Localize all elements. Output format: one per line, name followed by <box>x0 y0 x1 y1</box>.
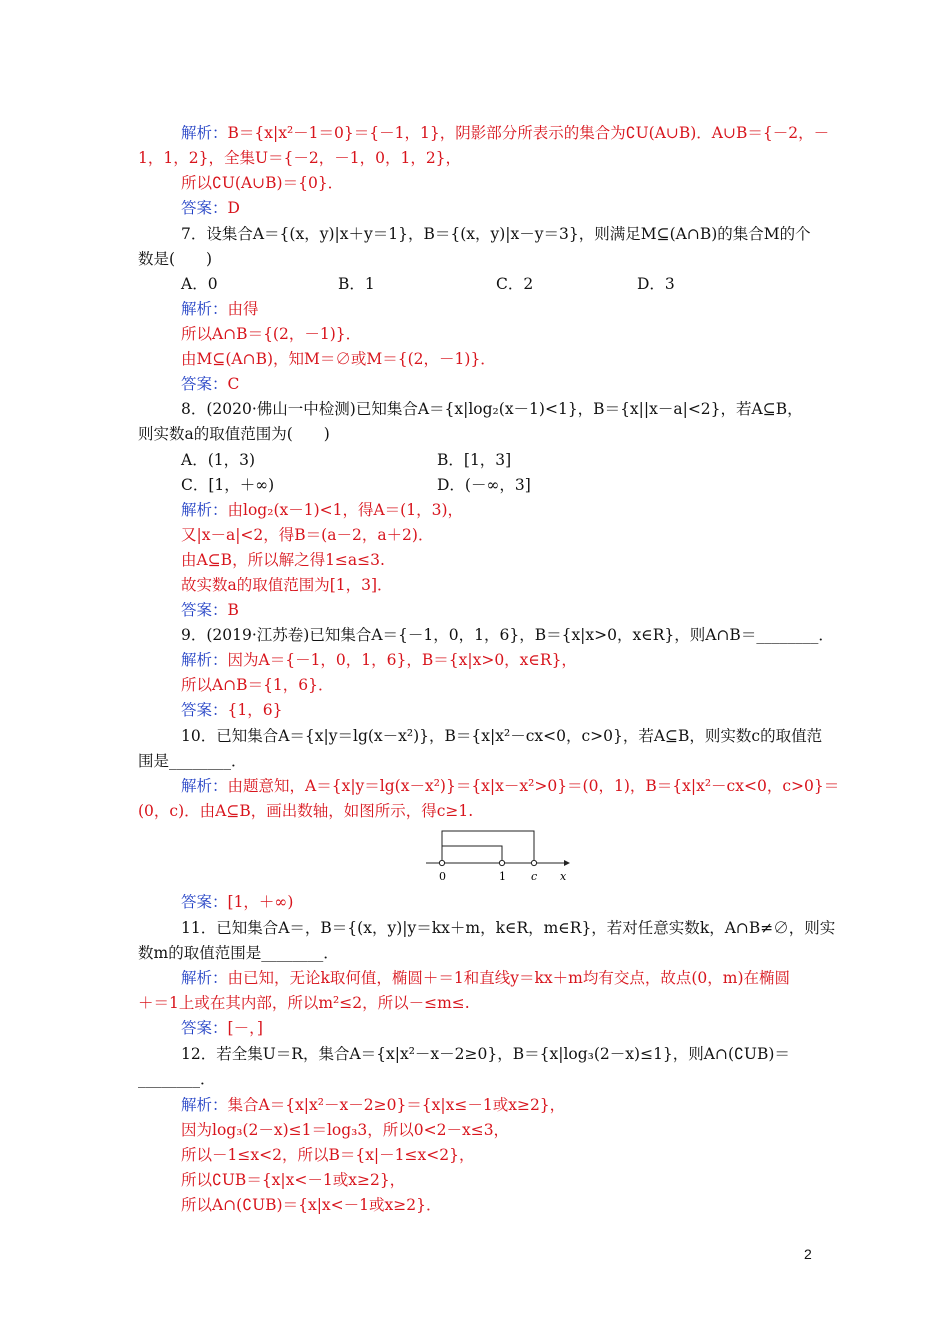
answer-label: 答案： <box>181 601 228 619</box>
solution-line: 所以A∩B＝{1，6}． <box>181 676 334 694</box>
page-number: 2 <box>804 1246 812 1262</box>
solution-line: 所以A∩B＝{(2，－1)}． <box>181 325 362 343</box>
solution-line: 由M⊆(A∩B)，知M＝∅或M＝{(2，－1)}． <box>181 350 496 368</box>
option-d: D．3 <box>637 275 675 293</box>
answer-line <box>181 373 239 395</box>
solution-line <box>181 1094 565 1116</box>
solution-line: ＋＝1上或在其内部，所以m²≤2，所以－≤m≤. <box>138 994 470 1012</box>
answer-line <box>181 699 282 721</box>
solution-line: 由A⊆B，所以解之得1≤a≤3. <box>181 551 385 569</box>
option-b: B．[1，3] <box>437 451 512 469</box>
option-c: C．[1，＋∞) <box>181 476 275 494</box>
solution-text: 由题意知，A＝{x|y＝lg(x－x²)}＝{x|x－x²>0}＝(0，1)，B＝{x|x²－cx<0，c>0}＝ <box>227 777 840 795</box>
solution-line: 因为log₃(2－x)≤1＝log₃3，所以0<2－x≤3， <box>181 1121 510 1139</box>
solution-text: 由log₂(x－1)<1，得A＝(1，3)， <box>227 501 463 519</box>
solution-label: 解析： <box>181 969 228 987</box>
answer-text: {1，6} <box>227 701 283 719</box>
solution-line <box>181 967 790 989</box>
answer-line <box>181 1017 263 1039</box>
option-c: C．2 <box>496 275 534 293</box>
answer-text: [1，＋∞) <box>227 893 294 911</box>
solution-line <box>181 499 463 521</box>
answer-label: 答案： <box>181 701 228 719</box>
solution-text: 因为A＝{－1，0，1，6}，B＝{x|x>0，x∈R}， <box>227 651 577 669</box>
solution-label: 解析： <box>181 777 228 795</box>
solution-text: 由得 <box>227 300 259 318</box>
question-8-stem-cont: 则实数a的取值范围为( ) <box>138 425 330 443</box>
answer-line <box>181 599 239 621</box>
tick-label-c: c <box>531 870 538 883</box>
tick-label-0: 0 <box>439 870 446 883</box>
solution-line: 所以∁U(A∪B)＝{0}． <box>181 174 344 192</box>
solution-line: 所以A∩(∁UB)＝{x|x<－1或x≥2}． <box>181 1196 442 1214</box>
solution-line: 故实数a的取值范围为[1，3]． <box>181 576 393 594</box>
option-a: A．0 <box>181 275 218 293</box>
answer-line <box>181 891 293 913</box>
number-line-figure <box>424 826 574 884</box>
answer-label: 答案： <box>181 199 228 217</box>
answer-text: D <box>227 199 240 217</box>
question-10-stem: 10．已知集合A＝{x|y＝lg(x－x²)}，B＝{x|x²－cx<0，c>0}，若A⊆B，则实数c的取值范 <box>181 727 823 745</box>
solution-line <box>181 122 829 144</box>
answer-label: 答案： <box>181 893 228 911</box>
solution-line: 所以∁UB＝{x|x<－1或x≥2}， <box>181 1171 406 1189</box>
solution-line: 1，1，2}，全集U＝{－2，－1，0，1，2}， <box>138 149 462 167</box>
answer-text: B <box>227 601 239 619</box>
solution-label: 解析： <box>181 651 228 669</box>
question-12-stem-cont: ________． <box>138 1070 216 1088</box>
solution-label: 解析： <box>181 501 228 519</box>
solution-line <box>181 298 259 320</box>
option-b: B．1 <box>338 275 375 293</box>
question-11-stem-cont: 数m的取值范围是________． <box>138 944 339 962</box>
solution-line: (0，c)．由A⊆B，画出数轴，如图所示，得c≥1. <box>138 802 474 820</box>
question-10-stem-cont: 围是________． <box>138 752 247 770</box>
solution-line: 又|x－a|<2，得B＝(a－2，a＋2)． <box>181 526 434 544</box>
option-a: A．(1，3) <box>181 451 256 469</box>
answer-label: 答案： <box>181 375 228 393</box>
answer-text: [－，] <box>227 1019 263 1037</box>
question-11-stem: 11．已知集合A＝，B＝{(x，y)|y＝kx＋m，k∈R，m∈R}，若对任意实数k，A∩B≠∅，则实 <box>181 919 836 937</box>
solution-text: B＝{x|x²－1＝0}＝{－1，1}，阴影部分所表示的集合为∁U(A∪B)．A∪B＝{－2，－ <box>227 124 830 142</box>
question-7-stem-cont: 数是( ) <box>138 250 213 268</box>
answer-line <box>181 197 240 219</box>
solution-label: 解析： <box>181 124 228 142</box>
solution-line <box>181 775 839 797</box>
solution-label: 解析： <box>181 1096 228 1114</box>
question-7-stem: 7．设集合A＝{(x，y)|x＋y＝1}，B＝{(x，y)|x－y＝3}，则满足M⊆(A∩B)的集合M的个 <box>181 225 811 243</box>
solution-text: 由已知，无论k取何值，椭圆＋＝1和直线y＝kx＋m均有交点，故点(0，m)在椭圆 <box>227 969 791 987</box>
option-d: D．(－∞，3] <box>437 476 531 494</box>
tick-label-1: 1 <box>499 870 506 883</box>
axis-label-x: x <box>560 870 567 883</box>
answer-label: 答案： <box>181 1019 228 1037</box>
answer-text: C <box>227 375 240 393</box>
solution-line: 所以－1≤x<2，所以B＝{x|－1≤x<2}， <box>181 1146 475 1164</box>
solution-text: 集合A＝{x|x²－x－2≥0}＝{x|x≤－1或x≥2}， <box>227 1096 566 1114</box>
question-9-stem: 9．(2019·江苏卷)已知集合A＝{－1，0，1，6}，B＝{x|x>0，x∈R}，则A∩B＝________． <box>181 626 834 644</box>
solution-label: 解析： <box>181 300 228 318</box>
question-12-stem: 12．若全集U＝R，集合A＝{x|x²－x－2≥0}，B＝{x|log₃(2－x)≤1}，则A∩(∁UB)＝ <box>181 1045 790 1063</box>
question-8-stem: 8．(2020·佛山一中检测)已知集合A＝{x|log₂(x－1)<1}，B＝{x||x－a|<2}，若A⊆B， <box>181 400 803 418</box>
solution-line <box>181 649 577 671</box>
